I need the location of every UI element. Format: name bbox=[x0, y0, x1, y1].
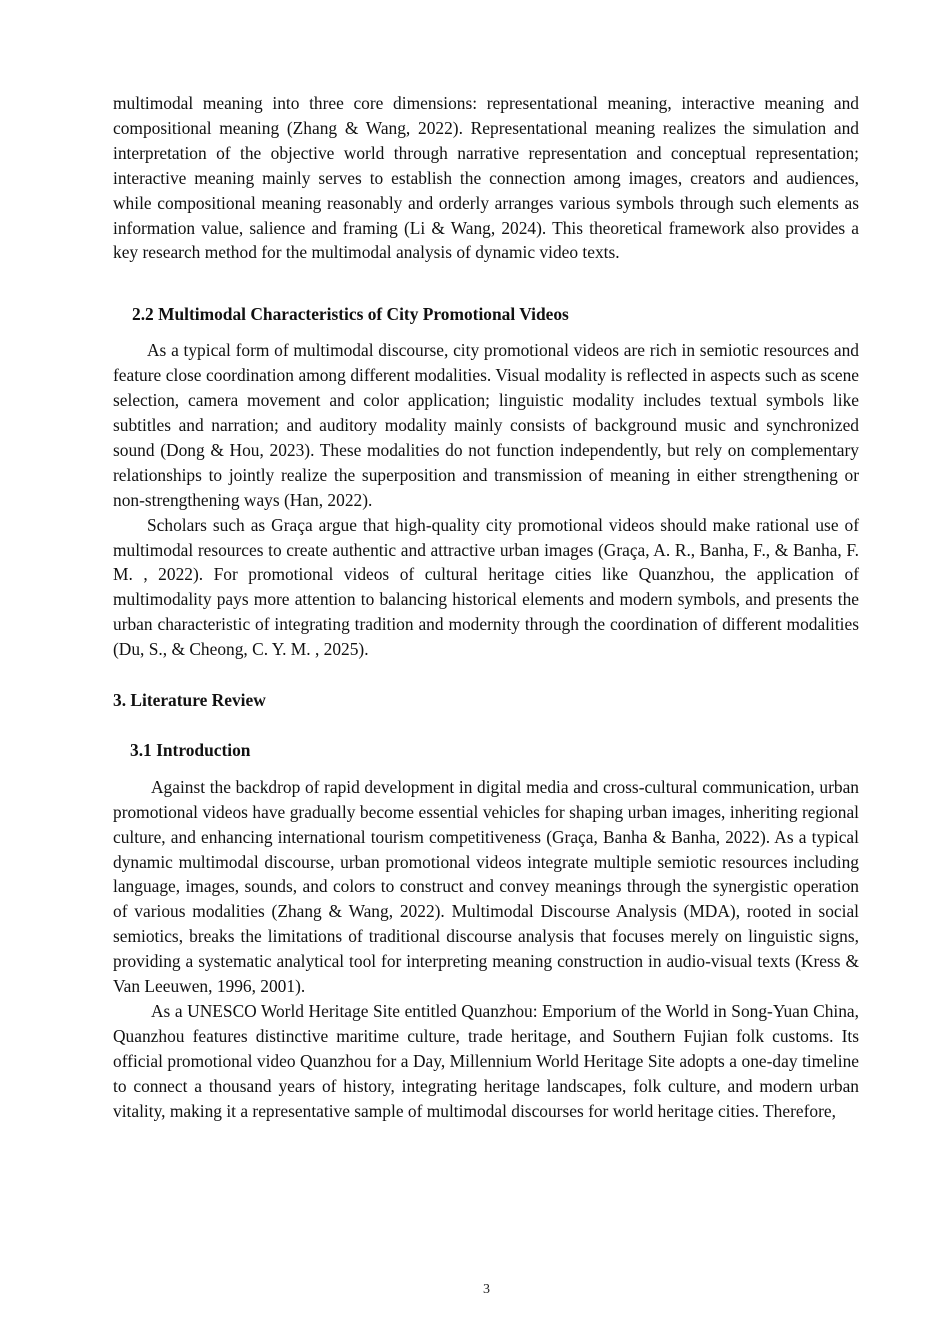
page-body bbox=[113, 91, 859, 1124]
paragraph-graca-argument: Scholars such as Graça argue that high-quality city promotional videos should make rational use of multimodal resources to create authentic and attractive urban images (Graça, A. R., Banha, F., & Banha, F. M. , 2022). For promotional videos of cultural heritage cities like Quanzhou, the application of multimodality pays more attention to balancing historical elements and modern symbols, and presents the urban characteristic of integrating tradition and modernity through the coordination of different modalities (Du, S., & Cheong, C. Y. M. , 2025). bbox=[113, 514, 859, 660]
paragraph-multimodal-meaning: multimodal meaning into three core dimensions: representational meaning, interactive meaning and compositional meaning (Zhang & Wang, 2022). Representational meaning realizes the simulation and interpretation of the objective world through narrative representation and conceptual representation; interactive meaning mainly serves to establish the connection among images, creators and audiences, while compositional meaning reasonably and orderly arranges various symbols through such elements as information value, salience and framing (Li & Wang, 2024). This theoretical framework also provides a key research method for the multimodal analysis of dynamic video texts. bbox=[113, 93, 859, 263]
paragraph-multimodal-characteristics: As a typical form of multimodal discourse, city promotional videos are rich in semiotic resources and feature close coordination among different modalities. Visual modality is reflected in aspects such as scene selection, camera movement and color application; linguistic modality includes textual symbols like subtitles and narration; and auditory modality mainly consists of background music and synchronized sound (Dong & Hou, 2023). These modalities do not function independently, but rely on complementary relationships to jointly realize the superposition and transmission of meaning in either strengthening or non-strengthening ways (Han, 2022). bbox=[113, 340, 859, 510]
section-heading-2-2: 2.2 Multimodal Characteristics of City Promotional Videos bbox=[132, 304, 569, 325]
paragraph-introduction-backdrop: Against the backdrop of rapid development in digital media and cross-cultural communication, urban promotional videos have gradually become essential vehicles for shaping urban images, inheriting regional culture, and enhancing international tourism competitiveness (Graça, Banha & Banha, 2022). As a typical dynamic multimodal discourse, urban promotional videos integrate multiple semiotic resources including language, images, sounds, and colors to construct and convey meanings through the synergistic operation of various modalities (Zhang & Wang, 2022). Multimodal Discourse Analysis (MDA), rooted in social semiotics, breaks the limitations of traditional discourse analysis that focuses merely on linguistic signs, providing a systematic analytical tool for interpreting meaning construction in audio-visual texts (Kress & Van Leeuwen, 1996, 2001). bbox=[113, 776, 859, 997]
paragraph-quanzhou-heritage: As a UNESCO World Heritage Site entitled Quanzhou: Emporium of the World in Song-Yuan China, Quanzhou features distinctive maritime culture, trade heritage, and Southern Fujian folk customs. Its official promotional video Quanzhou for a Day, Millennium World Heritage Site adopts a one-day timeline to connect a thousand years of history, integrating heritage landscapes, folk culture, and modern urban vitality, making it a representative sample of multimodal discourses for world heritage cities. Therefore, bbox=[113, 1001, 859, 1121]
section-heading-3-1: 3.1 Introduction bbox=[130, 739, 251, 760]
page-number: 3 bbox=[483, 1282, 490, 1297]
section-heading-3: 3. Literature Review bbox=[113, 690, 266, 711]
